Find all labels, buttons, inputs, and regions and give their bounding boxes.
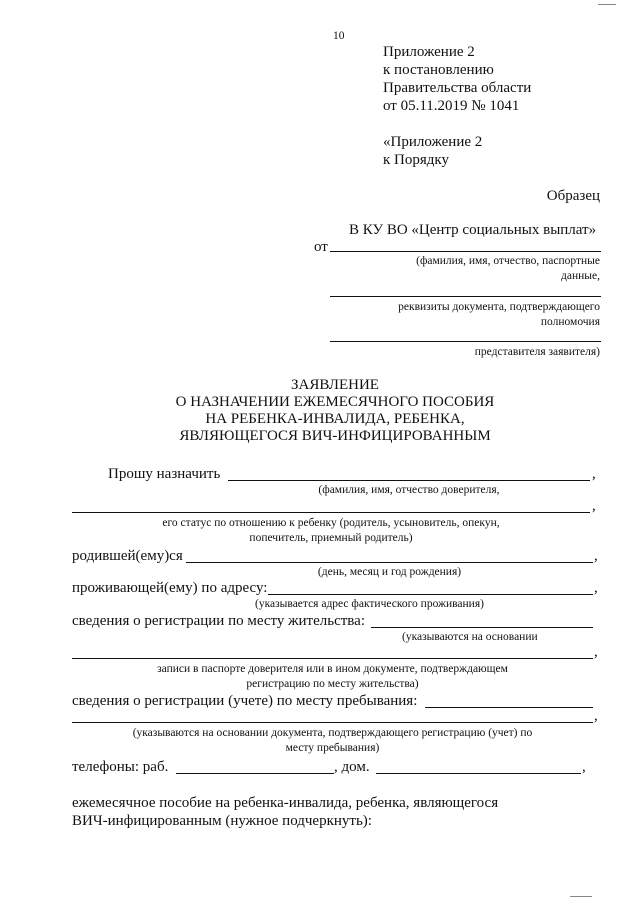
closing-line-2: ВИЧ-инфицированным (нужное подчеркнуть):: [72, 813, 372, 829]
stay-field[interactable]: [425, 707, 593, 708]
registration-field-2[interactable]: [72, 658, 593, 659]
appendix-line-6: к Порядку: [383, 152, 449, 168]
born-label: родившей(ему)ся: [72, 548, 183, 564]
applicant-data-field[interactable]: [330, 296, 601, 297]
hint-applicant-2: данные,: [561, 270, 600, 282]
hint-authority-2: полномочия: [540, 316, 600, 328]
principal-name-field[interactable]: [228, 480, 590, 481]
from-label: от: [314, 239, 328, 255]
hint-principal: (фамилия, имя, отчество доверителя,: [318, 484, 500, 496]
hint-address: (указывается адрес фактического проживания): [255, 598, 484, 610]
hint-status-2: попечитель, приемный родитель): [249, 532, 413, 544]
comma-3: ,: [594, 548, 598, 564]
title-line-2: О НАЗНАЧЕНИИ ЕЖЕМЕСЯЧНОГО ПОСОБИЯ: [175, 394, 495, 410]
comma-7: ,: [582, 759, 586, 775]
hint-stay-1: (указываются на основании документа, подтверждающего регистрацию (учет) по: [132, 727, 533, 739]
address-label: проживающей(ему) по адресу:: [72, 580, 268, 596]
comma-6: ,: [594, 708, 598, 724]
hint-registration-1: (указываются на основании: [402, 631, 538, 643]
comma-5: ,: [594, 644, 598, 660]
hint-status-1: его статус по отношению к ребенку (родитель, усыновитель, опекун,: [162, 517, 500, 529]
representative-field[interactable]: [330, 341, 601, 342]
hint-applicant-1: (фамилия, имя, отчество, паспортные: [416, 255, 600, 267]
title-line-3: НА РЕБЕНКА-ИНВАЛИДА, РЕБЕНКА,: [205, 411, 465, 427]
appendix-line-4: от 05.11.2019 № 1041: [383, 98, 520, 114]
home-phone-field[interactable]: [376, 773, 581, 774]
hint-representative: представителя заявителя): [474, 346, 600, 358]
closing-line-1: ежемесячное пособие на ребенка-инвалида, ребенка, являющегося: [72, 795, 499, 811]
request-label: Прошу назначить: [108, 466, 221, 482]
hint-registration-3: регистрацию по месту жительства): [246, 678, 419, 690]
work-phone-field[interactable]: [176, 773, 334, 774]
stay-label: сведения о регистрации (учете) по месту пребывания:: [72, 693, 418, 709]
applicant-name-field[interactable]: [330, 251, 601, 252]
page-number: 10: [333, 30, 345, 42]
hint-registration-2: записи в паспорте доверителя или в ином документе, подтверждающем: [157, 663, 508, 675]
appendix-line-1: Приложение 2: [383, 44, 475, 60]
title-line-1: ЗАЯВЛЕНИЕ: [291, 377, 379, 393]
phones-label: телефоны: раб.: [72, 759, 169, 775]
appendix-line-2: к постановлению: [383, 62, 494, 78]
sample-label: Образец: [546, 188, 600, 204]
principal-status-field[interactable]: [72, 512, 590, 513]
scan-mark-bottom: [570, 896, 592, 897]
comma-2: ,: [592, 498, 596, 514]
comma-4: ,: [594, 580, 598, 596]
appendix-line-3: Правительства области: [383, 80, 532, 96]
address-field[interactable]: [268, 594, 593, 595]
comma-1: ,: [592, 466, 596, 482]
hint-stay-2: месту пребывания): [285, 742, 380, 754]
scan-mark-top: [598, 4, 616, 5]
recipient-to: В КУ ВО «Центр социальных выплат»: [349, 222, 597, 238]
title-line-4: ЯВЛЯЮЩЕГОСЯ ВИЧ-ИНФИЦИРОВАННЫМ: [179, 428, 491, 444]
registration-label: сведения о регистрации по месту жительства:: [72, 613, 365, 629]
hint-birth: (день, месяц и год рождения): [317, 566, 462, 578]
birth-date-field[interactable]: [186, 562, 593, 563]
appendix-line-5: «Приложение 2: [383, 134, 483, 150]
stay-field-2[interactable]: [72, 722, 593, 723]
registration-field[interactable]: [371, 627, 593, 628]
home-label: , дом.: [334, 759, 370, 775]
hint-authority-1: реквизиты документа, подтверждающего: [398, 301, 600, 313]
